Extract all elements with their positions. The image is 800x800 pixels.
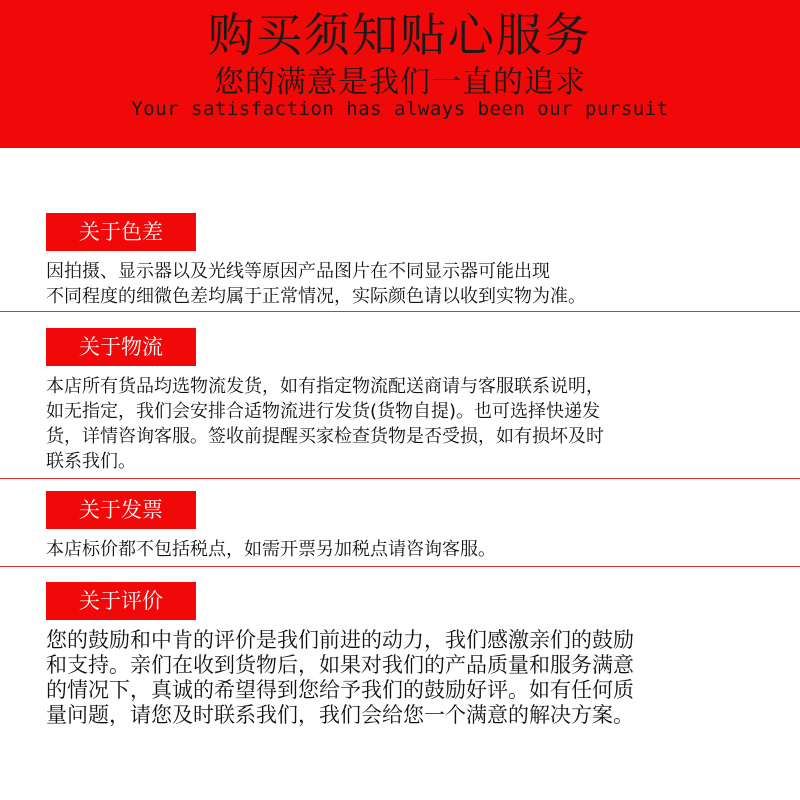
header-banner <box>0 0 800 148</box>
text-line: 因拍摄、显示器以及光线等原因产品图片在不同显示器可能出现 <box>46 261 550 282</box>
section-tag-invoice: 关于发票 <box>46 491 196 529</box>
section-divider <box>0 478 800 479</box>
text-line: 的情况下，真诚的希望得到您给予我们的鼓励好评。如有任何质 <box>46 678 634 702</box>
text-line: 和支持。亲们在收到货物后，如果对我们的产品质量和服务满意 <box>46 653 634 677</box>
section-text-reviews <box>46 628 756 728</box>
text-line: 本店标价都不包括税点，如需开票另加税点请咨询客服。 <box>46 539 496 560</box>
text-line: 货，详情咨询客服。签收前提醒买家检查货物是否受损，如有损坏及时 <box>46 426 604 447</box>
page-subtitle: 您的满意是我们一直的追求 <box>214 65 586 100</box>
section-text-color-difference <box>46 259 756 309</box>
section-divider <box>0 311 800 312</box>
text-line: 量问题，请您及时联系我们，我们会给您一个满意的解决方案。 <box>46 703 634 727</box>
section-text-invoice <box>46 537 756 562</box>
section-divider <box>0 566 800 567</box>
text-line: 如无指定，我们会安排合适物流进行发货(货物自提)。也可选择快递发 <box>46 401 601 422</box>
section-text-logistics <box>46 374 756 474</box>
section-tag-reviews: 关于评价 <box>46 582 196 620</box>
text-line: 联系我们。 <box>46 451 136 472</box>
page-subtitle-english: Your satisfaction has always been our pursuit <box>131 98 669 120</box>
page-title: 购买须知贴心服务 <box>208 8 592 62</box>
text-line: 不同程度的细微色差均属于正常情况，实际颜色请以收到实物为准。 <box>46 286 586 307</box>
section-tag-color-difference: 关于色差 <box>46 213 196 251</box>
text-line: 本店所有货品均选物流发货，如有指定物流配送商请与客服联系说明， <box>46 376 604 397</box>
section-tag-logistics: 关于物流 <box>46 328 196 366</box>
text-line: 您的鼓励和中肯的评价是我们前进的动力，我们感激亲们的鼓励 <box>46 628 634 652</box>
